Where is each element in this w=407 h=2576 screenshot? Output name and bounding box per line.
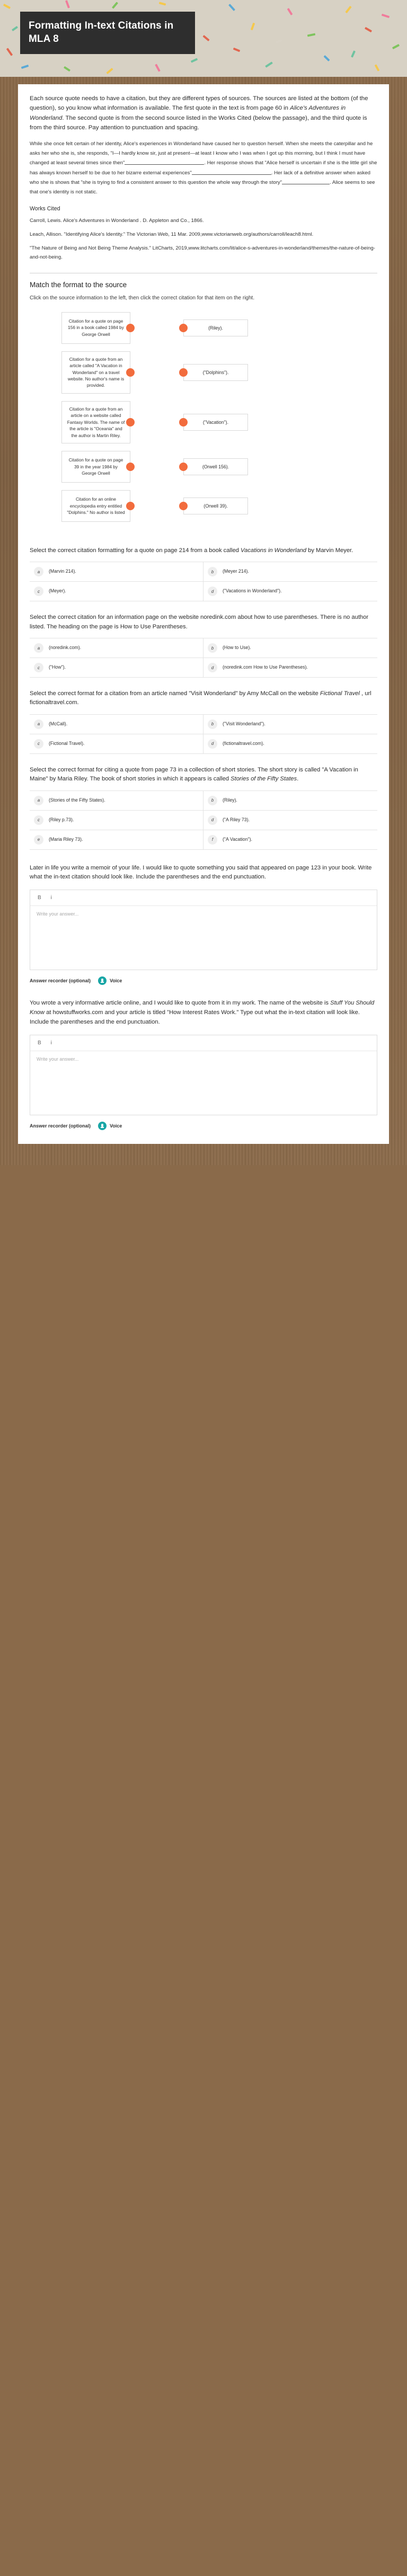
option-c[interactable] — [30, 811, 204, 830]
option-c[interactable] — [30, 734, 204, 754]
match-answer-card[interactable]: (Orwell 39). — [183, 498, 248, 514]
question-prompt: Select the correct citation for an information page on the website noredink.com about how to use parentheses. There is no author listed. The heading on the page is How to Use Parentheses. — [30, 614, 369, 630]
option-letter: c — [34, 739, 43, 749]
prompt-title: Stories of the Fifty States — [231, 776, 297, 783]
option-b[interactable] — [204, 562, 377, 582]
match-answer-card[interactable]: (Orwell 156). — [183, 458, 248, 475]
option-letter: b — [208, 643, 217, 653]
option-letter: b — [208, 796, 217, 805]
match-source-card[interactable]: Citation for an online encyclopedia entry entitled "Dolphins." No author is listed — [61, 490, 130, 522]
option-letter: d — [208, 663, 217, 672]
option-label: (Meyer 214). — [223, 569, 249, 574]
match-source-card[interactable]: Citation for a quote on page 39 in the year 1984 by George Orwell — [61, 451, 130, 483]
passage-line-3: . Her lack of a definitive answer when asked who she is shows that "she is trying to find a consistent answer to this question the whole way through the story" — [30, 170, 370, 185]
works-cited-entry: Leach, Allison. "Identifying Alice's Identity." The Victorian Web, 11 Mar. 2009,www.victorianweb.org/authors/carroll/leach8.html. — [30, 231, 314, 237]
recorder-label: Answer recorder (optional) — [30, 1123, 91, 1129]
option-letter: d — [208, 815, 217, 825]
option-letter: e — [34, 835, 43, 845]
prompt-title: Stuff You Should Know — [30, 1000, 375, 1016]
match-row — [30, 351, 377, 394]
prompt-title: Fictional Travel — [320, 690, 360, 697]
option-letter: d — [208, 739, 217, 749]
question-block-3 — [30, 689, 377, 754]
prompt-part: Select the correct format for citing a quote from page 73 in a collection of short stories. The short story is called "A Vacation in Maine" by Maria Riley. The book of short stories in which it appears is called — [30, 766, 358, 783]
option-letter: a — [34, 719, 43, 729]
question-block-1 — [30, 546, 377, 601]
match-answer-card[interactable]: ("Vacation"). — [183, 414, 248, 431]
option-label: (Riley). — [223, 797, 237, 803]
option-label: ("Vacations in Wonderland"). — [223, 588, 282, 594]
match-instruction: Click on the source information to the left, then click the correct citation for that item on the right. — [30, 295, 255, 301]
question-prompt — [30, 546, 377, 555]
voice-record-button[interactable] — [98, 976, 122, 985]
free-response-2 — [30, 999, 377, 1130]
prompt-title: Vacations in Wonderland — [241, 547, 306, 554]
recorder-label: Answer recorder (optional) — [30, 978, 91, 984]
option-label: (Maria Riley 73). — [49, 836, 83, 842]
voice-label: Voice — [110, 1123, 122, 1129]
match-source-card[interactable]: Citation for a quote on page 156 in a book called 1984 by George Orwell — [61, 312, 130, 344]
passage-line-4: . Alice seems to see that one's identity is not static. — [30, 179, 375, 195]
option-letter: b — [208, 719, 217, 729]
match-row — [30, 451, 377, 483]
option-d[interactable] — [204, 811, 377, 830]
prompt-part: at howstuffworks.com and your article is titled "How Interest Rates Work." Type out what the in-text citation will look like. Include the parentheses and the end punctuation. — [30, 1009, 360, 1026]
match-row — [30, 490, 377, 522]
option-letter: c — [34, 815, 43, 825]
option-letter: b — [208, 567, 217, 576]
free-response-prompt — [30, 999, 377, 1027]
match-heading: Match the format to the source — [30, 281, 127, 289]
option-label: (Meyer). — [49, 588, 66, 594]
rich-text-editor[interactable] — [30, 1035, 377, 1115]
citation-blank-2[interactable] — [192, 169, 271, 175]
match-connector-dot-left[interactable] — [126, 418, 135, 427]
options-grid — [30, 714, 377, 754]
passage-line-1: While she once felt certain of her identity, Alice's experiences in Wonderland have caused her to question herself. When she meets the caterpillar and he asks her who she is, she responds, "I—I hardly know sir, just at present—at least I know who I was when I got up this morning, but I think I must have changed at least several times since then" — [30, 140, 373, 166]
free-response-1 — [30, 864, 377, 985]
match-right — [162, 364, 377, 381]
option-label: ("How"). — [49, 664, 66, 670]
option-label: ("A Vacation"). — [223, 836, 252, 842]
match-left — [30, 312, 162, 344]
match-source-card[interactable]: Citation for a quote from an article on a website called Fantasy Worlds. The name of the article is "Oceania" and the author is Martin Riley. — [61, 401, 130, 443]
match-row — [30, 401, 377, 443]
citation-blank-3[interactable] — [282, 179, 330, 184]
passage-line-2: . Her response shows that "Alice herself is uncertain if she is the little girl she has always known herself to be due to her bizarre external experiences" — [30, 160, 377, 176]
editor-toolbar — [30, 1035, 377, 1051]
editor-toolbar — [30, 890, 377, 906]
option-d[interactable] — [204, 582, 377, 601]
question-block-2 — [30, 613, 377, 678]
match-left — [30, 351, 162, 394]
option-c[interactable] — [30, 582, 204, 601]
option-label: (Stories of the Fifty States). — [49, 797, 105, 803]
option-a[interactable] — [30, 638, 204, 658]
option-label: ("Visit Wonderland"). — [223, 721, 266, 726]
option-a[interactable] — [30, 562, 204, 582]
page-title: Formatting In-text Citations in MLA 8 — [29, 20, 174, 45]
free-response-prompt: Later in life you write a memoir of your life. I would like to quote something you said that appeared on page 123 in your book. Write what the in-text citation should look like. Include the parentheses and the end punctuation. — [30, 864, 372, 881]
passage-block — [30, 139, 377, 197]
match-connector-dot-left[interactable] — [126, 502, 135, 510]
option-label: (fictionaltravel.com). — [223, 740, 264, 746]
title-banner — [0, 0, 407, 77]
option-a[interactable] — [30, 715, 204, 734]
prompt-part: . — [297, 776, 299, 783]
match-right — [162, 498, 377, 514]
page-title-card — [20, 12, 195, 54]
prompt-part: by Marvin Meyer. — [306, 547, 353, 554]
question-prompt — [30, 766, 377, 784]
question-prompt — [30, 689, 377, 708]
bold-icon[interactable]: B — [38, 894, 41, 901]
option-label: (noredink.com How to Use Parentheses). — [223, 664, 308, 670]
option-c[interactable] — [30, 658, 204, 678]
works-cited-entry: Carroll, Lewis. Alice's Adventures in Wonderland . D. Appleton and Co., 1866. — [30, 218, 204, 224]
microphone-icon — [98, 1122, 107, 1130]
match-right — [162, 458, 377, 475]
citation-blank-1[interactable] — [125, 159, 204, 165]
option-label: ("A Riley 73). — [223, 816, 250, 822]
options-grid — [30, 638, 377, 678]
options-grid — [30, 790, 377, 850]
worksheet-page — [0, 0, 407, 1165]
match-left — [30, 451, 162, 483]
match-activity — [30, 310, 377, 535]
voice-record-button[interactable] — [98, 1122, 122, 1130]
answer-recorder-row — [30, 976, 377, 985]
answer-recorder-row — [30, 1122, 377, 1130]
option-b[interactable] — [204, 638, 377, 658]
voice-label: Voice — [110, 978, 122, 984]
match-connector-dot-right[interactable] — [179, 324, 188, 332]
match-connector-dot-right[interactable] — [179, 418, 188, 427]
option-f[interactable] — [204, 830, 377, 850]
option-letter: c — [34, 663, 43, 672]
match-connector-dot-left[interactable] — [126, 324, 135, 332]
intro-paragraph — [30, 94, 377, 133]
bold-icon[interactable]: B — [38, 1040, 41, 1046]
option-letter: a — [34, 567, 43, 576]
option-label: (Marvin 214). — [49, 569, 76, 574]
italic-icon[interactable]: i — [50, 1040, 52, 1046]
option-letter: f — [208, 835, 217, 845]
option-e[interactable] — [30, 830, 204, 850]
match-answer-card[interactable]: (Riley). — [183, 319, 248, 336]
prompt-part: You wrote a very informative article online, and I would like to quote from it in my work. The name of the website is — [30, 1000, 331, 1007]
match-row — [30, 312, 377, 344]
option-label: (noredink.com). — [49, 645, 82, 651]
italic-icon[interactable]: i — [50, 894, 52, 901]
option-label: (How to Use). — [223, 645, 251, 651]
answer-input[interactable]: Write your answer... — [37, 1056, 79, 1062]
prompt-part: , url fictionaltravel.com. — [30, 690, 371, 706]
match-connector-dot-right[interactable] — [179, 463, 188, 471]
option-letter: c — [34, 587, 43, 596]
option-b[interactable] — [204, 791, 377, 811]
option-label: (Fictional Travel). — [49, 740, 85, 746]
match-answer-card[interactable]: ("Dolphins"). — [183, 364, 248, 381]
intro-part-3: . The second quote is from the second source listed in the Works Cited (below the passage), and the third quote is from the third source. Pay attention to punctuation and spacing. — [30, 114, 367, 131]
options-grid — [30, 562, 377, 601]
option-b[interactable] — [204, 715, 377, 734]
match-right — [162, 319, 377, 336]
works-cited-heading: Works Cited — [30, 206, 60, 212]
option-a[interactable] — [30, 791, 204, 811]
option-label: (McCall). — [49, 721, 68, 726]
match-right — [162, 414, 377, 431]
intro-book-title: Alice's Adventures in Wonderland — [30, 105, 346, 121]
option-label: (Riley p.73). — [49, 816, 74, 822]
microphone-icon — [98, 976, 107, 985]
prompt-part: Select the correct citation formatting for a quote on page 214 from a book called — [30, 547, 241, 554]
intro-part-1: Each source quote needs to have a citation, but they are different types of sources. The sources are listed at the bottom (of the question), so you know what information is available. The first quote in the text is from page 60 in — [30, 95, 368, 112]
answer-input[interactable]: Write your answer... — [37, 911, 79, 917]
match-source-card[interactable]: Citation for a quote from an article called "A Vacation in Wonderland" on a travel website. No author's name is provided. — [61, 351, 130, 394]
match-connector-dot-left[interactable] — [126, 368, 135, 377]
works-cited-entry: "The Nature of Being and Not Being Theme Analysis." LitCharts, 2019,www.litcharts.com/lit/alice-s-adventures-in-wonderland/themes/the-nature-of-being-and-not-being. — [30, 245, 375, 261]
option-letter: a — [34, 796, 43, 805]
question-block-4 — [30, 766, 377, 850]
option-d[interactable] — [204, 658, 377, 678]
match-connector-dot-left[interactable] — [126, 463, 135, 471]
match-connector-dot-right[interactable] — [179, 368, 188, 377]
option-letter: a — [34, 643, 43, 653]
rich-text-editor[interactable] — [30, 890, 377, 970]
content-sheet — [18, 84, 389, 1144]
match-left — [30, 401, 162, 443]
option-d[interactable] — [204, 734, 377, 754]
option-letter: d — [208, 587, 217, 596]
prompt-part: Select the correct format for a citation from an article named "Visit Wonderland" by Amy McCall on the website — [30, 690, 320, 697]
match-left — [30, 490, 162, 522]
match-connector-dot-right[interactable] — [179, 502, 188, 510]
works-cited-list — [30, 216, 377, 262]
